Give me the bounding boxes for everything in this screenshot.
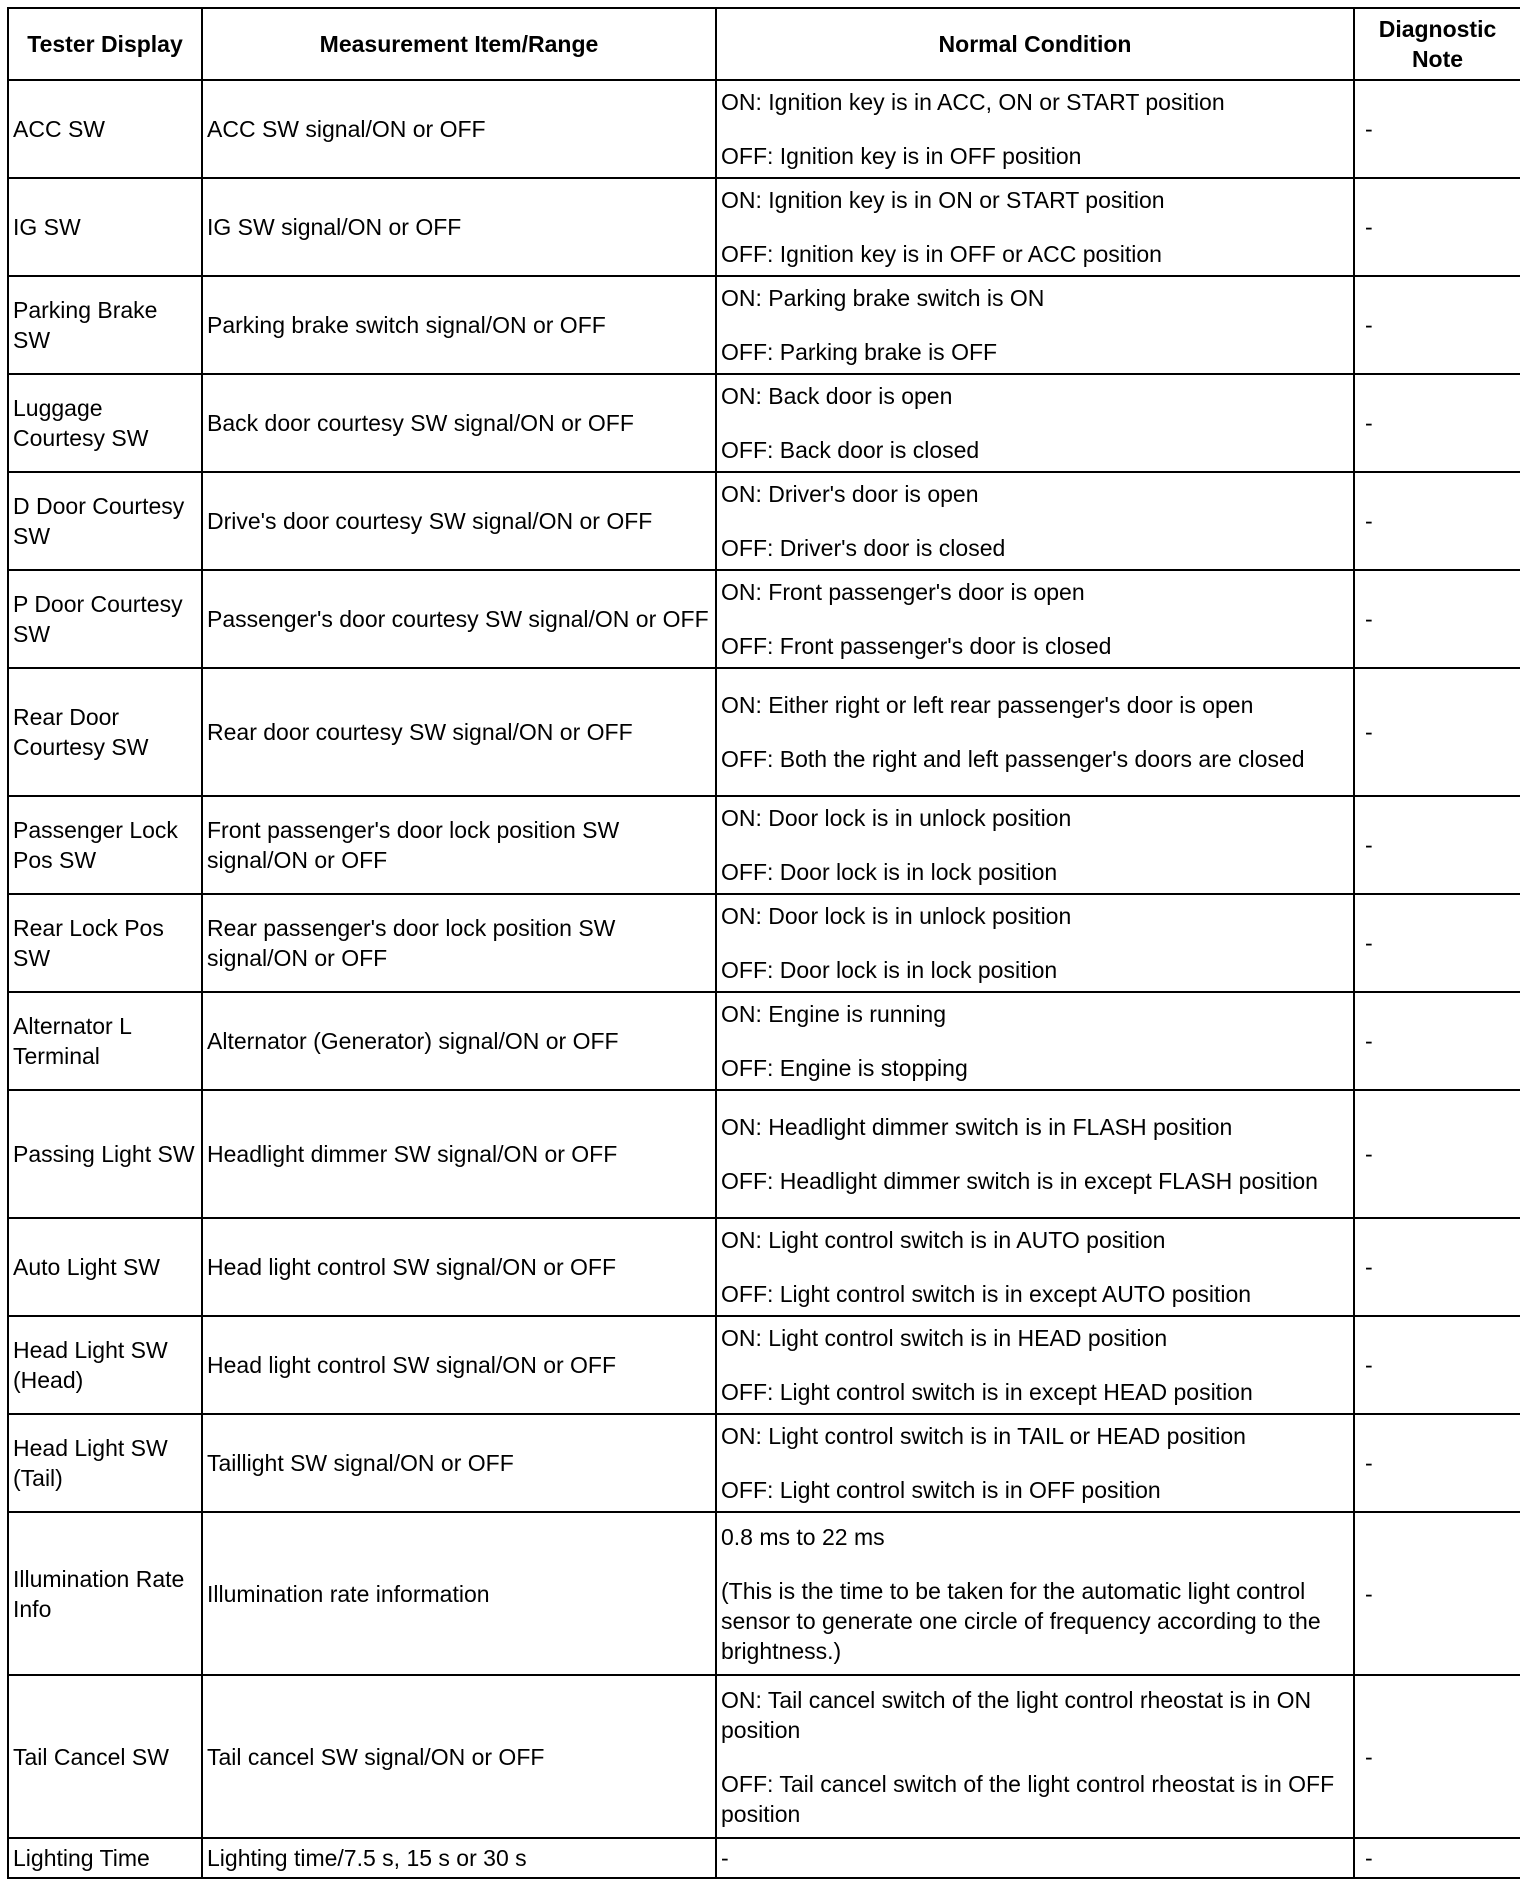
condition-on: ON: Either right or left rear passenger's door is open <box>721 692 1254 718</box>
cell-normal-condition <box>716 178 1354 276</box>
cell-normal-condition <box>716 1414 1354 1512</box>
cell-tester-display: Tail Cancel SW <box>8 1675 202 1838</box>
cell-diagnostic-note: - <box>1354 472 1520 570</box>
cell-tester-display: Rear Lock Pos SW <box>8 894 202 992</box>
cell-diagnostic-note: - <box>1354 992 1520 1090</box>
cell-measurement: Passenger's door courtesy SW signal/ON or OFF <box>202 570 716 668</box>
cell-diagnostic-note: - <box>1354 276 1520 374</box>
condition-on: ON: Driver's door is open <box>721 481 979 507</box>
condition-on: - <box>721 1845 729 1871</box>
table-row <box>8 570 1520 668</box>
header-measurement: Measurement Item/Range <box>202 8 716 80</box>
cell-measurement: ACC SW signal/ON or OFF <box>202 80 716 178</box>
cell-tester-display: Passing Light SW <box>8 1090 202 1218</box>
cell-tester-display: Luggage Courtesy SW <box>8 374 202 472</box>
cell-normal-condition <box>716 1316 1354 1414</box>
condition-on: ON: Engine is running <box>721 1001 947 1027</box>
cell-diagnostic-note: - <box>1354 1090 1520 1218</box>
condition-on: ON: Ignition key is in ON or START position <box>721 187 1165 213</box>
condition-on: ON: Door lock is in unlock position <box>721 805 1072 831</box>
cell-tester-display: D Door Courtesy SW <box>8 472 202 570</box>
condition-off: OFF: Driver's door is closed <box>721 535 1006 561</box>
condition-off: OFF: Light control switch is in except AUTO position <box>721 1281 1252 1307</box>
condition-on: 0.8 ms to 22 ms <box>721 1523 885 1550</box>
cell-normal-condition <box>716 80 1354 178</box>
condition-off: OFF: Tail cancel switch of the light control rheostat is in OFF position <box>721 1770 1335 1827</box>
cell-diagnostic-note: - <box>1354 1675 1520 1838</box>
condition-off: OFF: Door lock is in lock position <box>721 957 1058 983</box>
table-row <box>8 80 1520 178</box>
cell-normal-condition <box>716 894 1354 992</box>
header-diagnostic-note: Diagnostic Note <box>1354 8 1520 80</box>
condition-on: ON: Light control switch is in HEAD position <box>721 1325 1168 1351</box>
table-row <box>8 1512 1520 1675</box>
condition-off: OFF: Door lock is in lock position <box>721 859 1058 885</box>
condition-off: OFF: Light control switch is in except HEAD position <box>721 1379 1253 1405</box>
cell-tester-display: Illumination Rate Info <box>8 1512 202 1675</box>
data-list-table <box>7 7 1520 1879</box>
table-row <box>8 374 1520 472</box>
cell-diagnostic-note: - <box>1354 668 1520 796</box>
cell-normal-condition <box>716 1090 1354 1218</box>
cell-normal-condition <box>716 1512 1354 1675</box>
condition-on: ON: Back door is open <box>721 383 953 409</box>
cell-measurement: Parking brake switch signal/ON or OFF <box>202 276 716 374</box>
table-row <box>8 1838 1520 1878</box>
cell-tester-display: P Door Courtesy SW <box>8 570 202 668</box>
cell-normal-condition <box>716 1675 1354 1838</box>
cell-normal-condition <box>716 668 1354 796</box>
table-row <box>8 1675 1520 1838</box>
cell-diagnostic-note: - <box>1354 1414 1520 1512</box>
condition-on: ON: Parking brake switch is ON <box>721 285 1045 311</box>
condition-on: ON: Front passenger's door is open <box>721 579 1085 605</box>
cell-measurement: Lighting time/7.5 s, 15 s or 30 s <box>202 1838 716 1878</box>
cell-normal-condition <box>716 992 1354 1090</box>
condition-off: OFF: Back door is closed <box>721 437 980 463</box>
cell-tester-display: Head Light SW (Tail) <box>8 1414 202 1512</box>
cell-tester-display: Head Light SW (Head) <box>8 1316 202 1414</box>
table-row <box>8 796 1520 894</box>
table-row <box>8 894 1520 992</box>
cell-tester-display: ACC SW <box>8 80 202 178</box>
cell-normal-condition <box>716 796 1354 894</box>
condition-off: (This is the time to be taken for the automatic light control sensor to generate one circle of frequency according to the brightness.) <box>721 1577 1321 1664</box>
cell-tester-display: Passenger Lock Pos SW <box>8 796 202 894</box>
table-row <box>8 1316 1520 1414</box>
cell-measurement: Drive's door courtesy SW signal/ON or OFF <box>202 472 716 570</box>
cell-normal-condition <box>716 570 1354 668</box>
cell-normal-condition <box>716 276 1354 374</box>
cell-measurement: Headlight dimmer SW signal/ON or OFF <box>202 1090 716 1218</box>
condition-off: OFF: Headlight dimmer switch is in except FLASH position <box>721 1168 1318 1194</box>
cell-tester-display: Lighting Time <box>8 1838 202 1878</box>
cell-normal-condition <box>716 472 1354 570</box>
cell-measurement: Back door courtesy SW signal/ON or OFF <box>202 374 716 472</box>
cell-measurement: Head light control SW signal/ON or OFF <box>202 1218 716 1316</box>
table-row <box>8 276 1520 374</box>
cell-tester-display: IG SW <box>8 178 202 276</box>
condition-off: OFF: Light control switch is in OFF position <box>721 1477 1161 1503</box>
cell-measurement: Alternator (Generator) signal/ON or OFF <box>202 992 716 1090</box>
cell-diagnostic-note: - <box>1354 796 1520 894</box>
condition-off: OFF: Front passenger's door is closed <box>721 633 1112 659</box>
condition-on: ON: Light control switch is in TAIL or HEAD position <box>721 1423 1246 1449</box>
table-row <box>8 1414 1520 1512</box>
condition-off: OFF: Both the right and left passenger's doors are closed <box>721 746 1305 772</box>
cell-normal-condition <box>716 1838 1354 1878</box>
cell-diagnostic-note: - <box>1354 1512 1520 1675</box>
cell-measurement: Tail cancel SW signal/ON or OFF <box>202 1675 716 1838</box>
condition-off: OFF: Ignition key is in OFF or ACC position <box>721 241 1162 267</box>
condition-on: ON: Door lock is in unlock position <box>721 903 1072 929</box>
table-row <box>8 178 1520 276</box>
cell-normal-condition <box>716 1218 1354 1316</box>
condition-on: ON: Light control switch is in AUTO position <box>721 1227 1166 1253</box>
cell-measurement: Illumination rate information <box>202 1512 716 1675</box>
header-tester-display: Tester Display <box>8 8 202 80</box>
table-row <box>8 992 1520 1090</box>
cell-measurement: Head light control SW signal/ON or OFF <box>202 1316 716 1414</box>
cell-measurement: Rear door courtesy SW signal/ON or OFF <box>202 668 716 796</box>
cell-diagnostic-note: - <box>1354 1316 1520 1414</box>
condition-off: OFF: Ignition key is in OFF position <box>721 143 1082 169</box>
table-row <box>8 668 1520 796</box>
cell-diagnostic-note: - <box>1354 894 1520 992</box>
cell-tester-display: Alternator L Terminal <box>8 992 202 1090</box>
cell-measurement: IG SW signal/ON or OFF <box>202 178 716 276</box>
condition-on: ON: Tail cancel switch of the light control rheostat is in ON position <box>721 1686 1312 1743</box>
table-row <box>8 1218 1520 1316</box>
table-row <box>8 1090 1520 1218</box>
condition-off: OFF: Engine is stopping <box>721 1055 968 1081</box>
cell-diagnostic-note: - <box>1354 570 1520 668</box>
condition-on: ON: Headlight dimmer switch is in FLASH position <box>721 1114 1233 1140</box>
header-row <box>8 8 1520 80</box>
cell-normal-condition <box>716 374 1354 472</box>
condition-off: OFF: Parking brake is OFF <box>721 339 998 365</box>
cell-tester-display: Auto Light SW <box>8 1218 202 1316</box>
table-row <box>8 472 1520 570</box>
cell-tester-display: Rear Door Courtesy SW <box>8 668 202 796</box>
cell-diagnostic-note: - <box>1354 178 1520 276</box>
cell-measurement: Taillight SW signal/ON or OFF <box>202 1414 716 1512</box>
condition-on: ON: Ignition key is in ACC, ON or START position <box>721 89 1225 115</box>
cell-measurement: Front passenger's door lock position SW signal/ON or OFF <box>202 796 716 894</box>
cell-diagnostic-note: - <box>1354 80 1520 178</box>
cell-diagnostic-note: - <box>1354 1218 1520 1316</box>
cell-diagnostic-note: - <box>1354 1838 1520 1878</box>
cell-diagnostic-note: - <box>1354 374 1520 472</box>
header-normal-condition: Normal Condition <box>716 8 1354 80</box>
cell-tester-display: Parking Brake SW <box>8 276 202 374</box>
cell-measurement: Rear passenger's door lock position SW signal/ON or OFF <box>202 894 716 992</box>
